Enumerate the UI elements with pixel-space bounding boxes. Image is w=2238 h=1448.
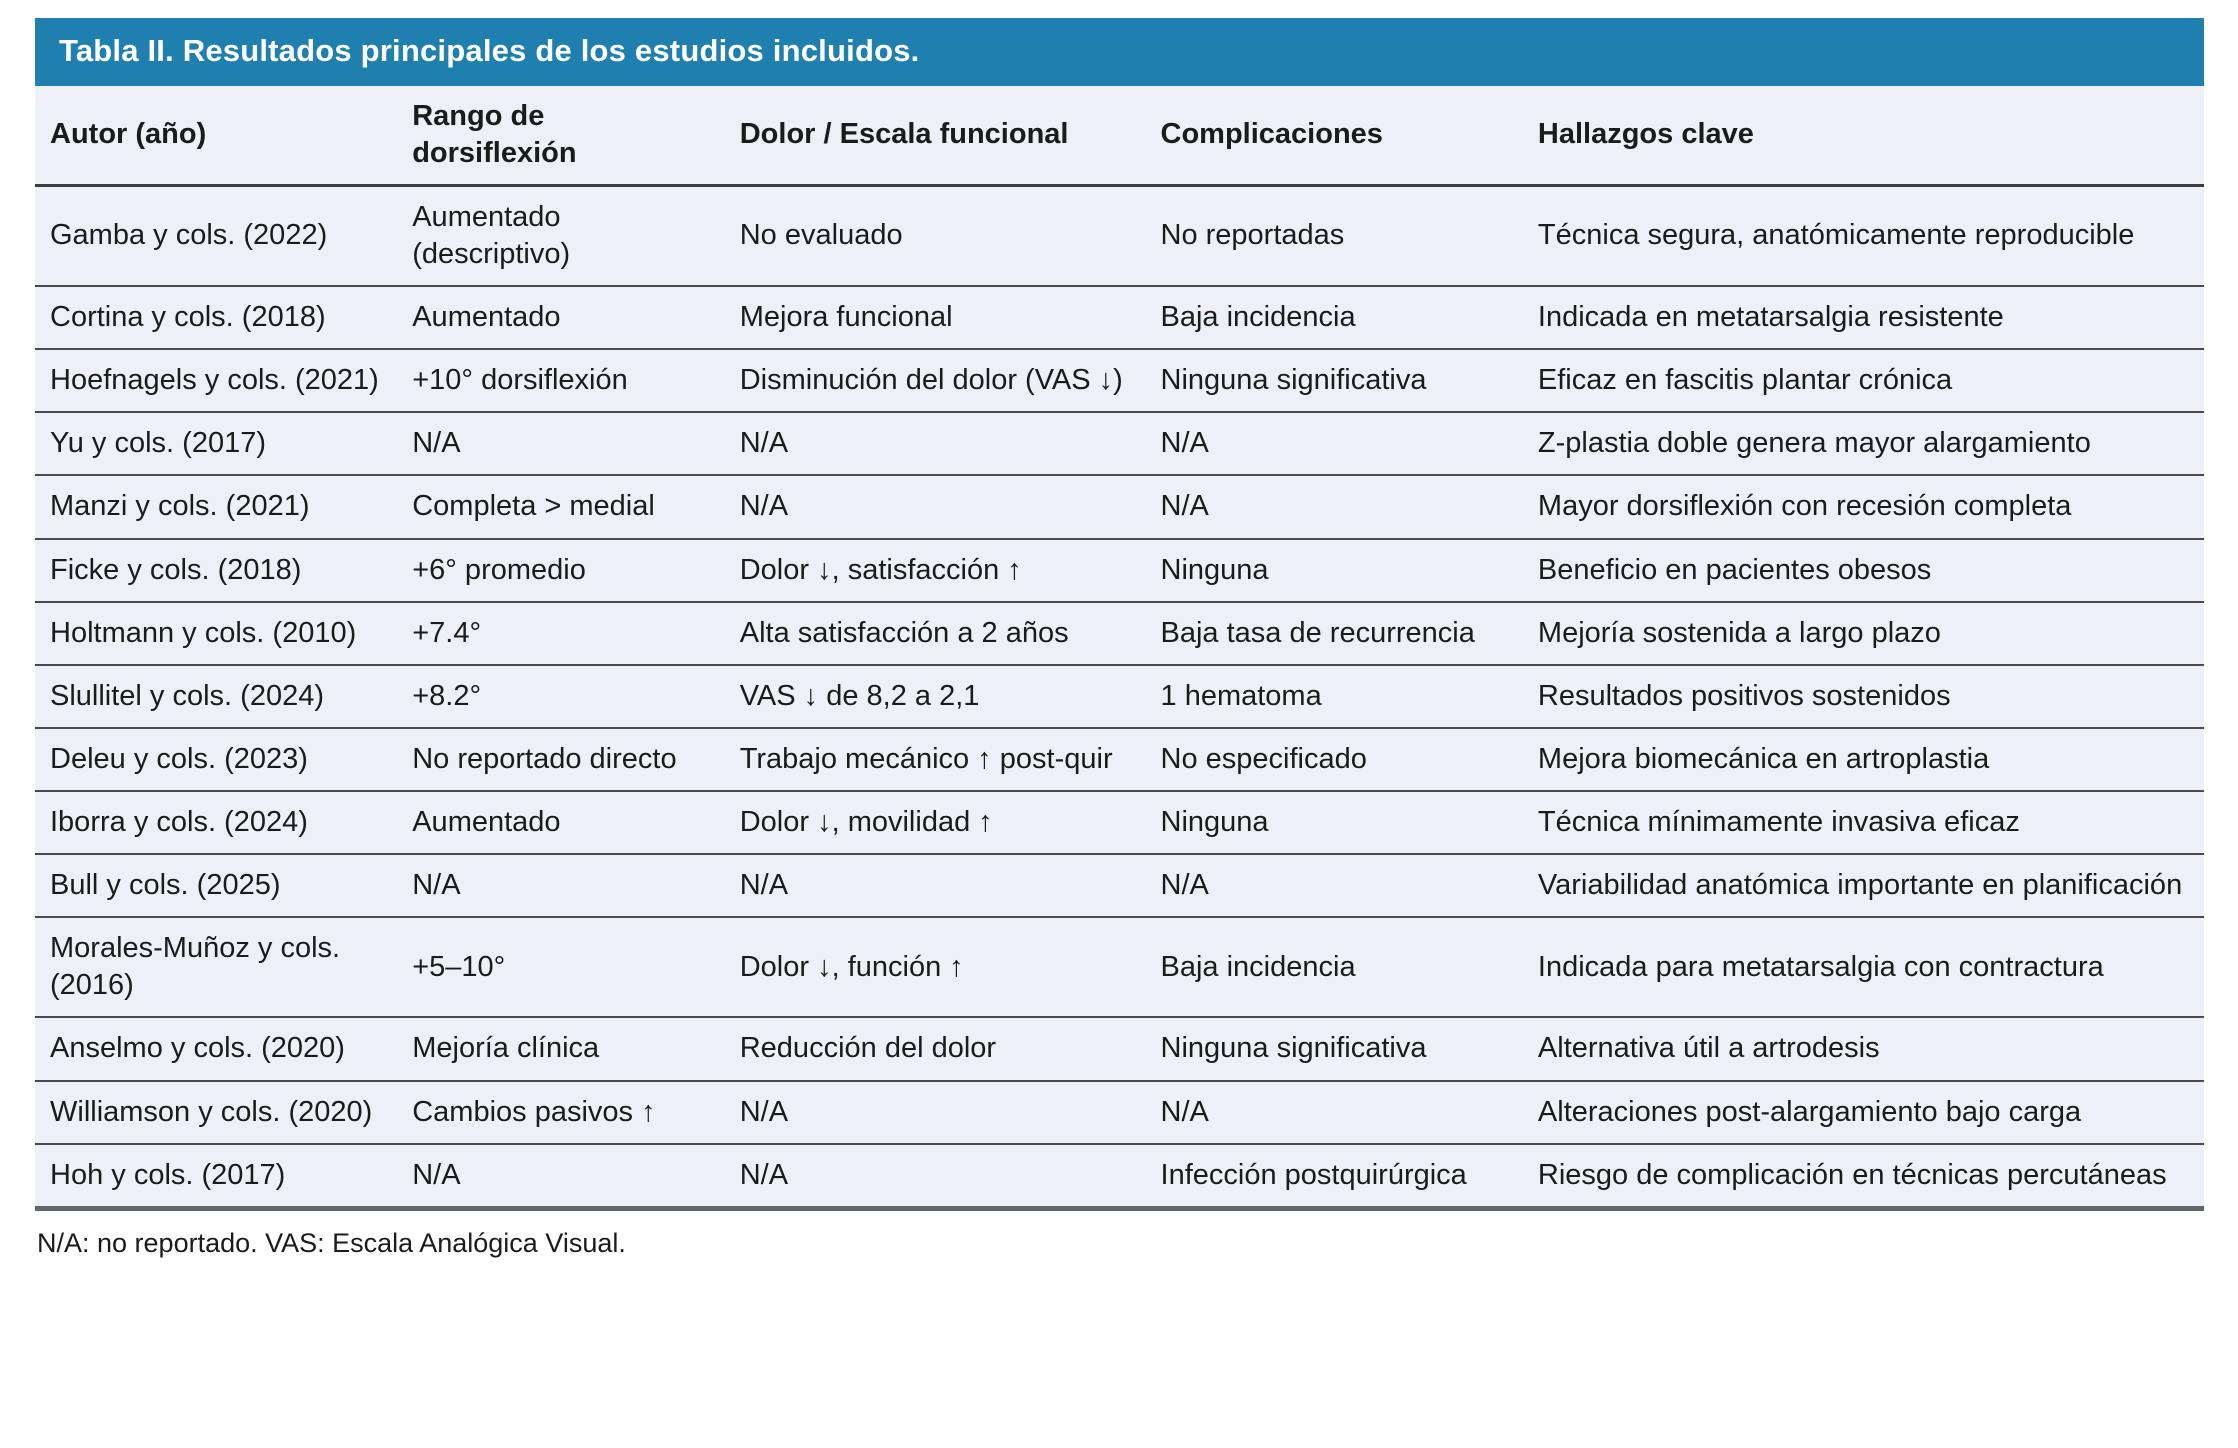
cell-dolor-escala: Dolor ↓, satisfacción ↑ xyxy=(725,539,1146,602)
cell-hallazgos: Alteraciones post-alargamiento bajo carga xyxy=(1523,1081,2204,1144)
cell-rango-dorsiflexion: Aumentado xyxy=(397,286,725,349)
table-row xyxy=(35,854,2204,917)
cell-hallazgos: Alternativa útil a artrodesis xyxy=(1523,1017,2204,1080)
cell-autor: Holtmann y cols. (2010) xyxy=(35,602,397,665)
cell-rango-dorsiflexion: N/A xyxy=(397,854,725,917)
cell-autor: Bull y cols. (2025) xyxy=(35,854,397,917)
table-row xyxy=(35,475,2204,538)
column-header-autor: Autor (año) xyxy=(35,86,397,186)
cell-dolor-escala: Alta satisfacción a 2 años xyxy=(725,602,1146,665)
cell-complicaciones: N/A xyxy=(1146,854,1523,917)
table-row xyxy=(35,1081,2204,1144)
table-row xyxy=(35,349,2204,412)
cell-dolor-escala: Dolor ↓, movilidad ↑ xyxy=(725,791,1146,854)
cell-dolor-escala: N/A xyxy=(725,412,1146,475)
cell-hallazgos: Variabilidad anatómica importante en planificación xyxy=(1523,854,2204,917)
cell-hallazgos: Indicada para metatarsalgia con contractura xyxy=(1523,917,2204,1017)
cell-complicaciones: Ninguna significativa xyxy=(1146,1017,1523,1080)
column-header-complicaciones: Complicaciones xyxy=(1146,86,1523,186)
cell-dolor-escala: VAS ↓ de 8,2 a 2,1 xyxy=(725,665,1146,728)
cell-rango-dorsiflexion: +6° promedio xyxy=(397,539,725,602)
cell-autor: Morales-Muñoz y cols. (2016) xyxy=(35,917,397,1017)
cell-complicaciones: N/A xyxy=(1146,475,1523,538)
cell-autor: Slullitel y cols. (2024) xyxy=(35,665,397,728)
cell-dolor-escala: Reducción del dolor xyxy=(725,1017,1146,1080)
cell-complicaciones: No especificado xyxy=(1146,728,1523,791)
cell-rango-dorsiflexion: Aumentado xyxy=(397,791,725,854)
cell-autor: Williamson y cols. (2020) xyxy=(35,1081,397,1144)
table-row xyxy=(35,602,2204,665)
cell-complicaciones: Infección postquirúrgica xyxy=(1146,1144,1523,1209)
cell-dolor-escala: Mejora funcional xyxy=(725,286,1146,349)
table-row xyxy=(35,286,2204,349)
cell-hallazgos: Mayor dorsiflexión con recesión completa xyxy=(1523,475,2204,538)
cell-dolor-escala: No evaluado xyxy=(725,185,1146,286)
cell-rango-dorsiflexion: No reportado directo xyxy=(397,728,725,791)
cell-dolor-escala: N/A xyxy=(725,1081,1146,1144)
table-row xyxy=(35,1144,2204,1209)
cell-dolor-escala: Dolor ↓, función ↑ xyxy=(725,917,1146,1017)
cell-complicaciones: No reportadas xyxy=(1146,185,1523,286)
table-row xyxy=(35,185,2204,286)
cell-autor: Anselmo y cols. (2020) xyxy=(35,1017,397,1080)
cell-hallazgos: Resultados positivos sostenidos xyxy=(1523,665,2204,728)
cell-rango-dorsiflexion: Cambios pasivos ↑ xyxy=(397,1081,725,1144)
cell-dolor-escala: N/A xyxy=(725,475,1146,538)
cell-hallazgos: Técnica mínimamente invasiva eficaz xyxy=(1523,791,2204,854)
cell-rango-dorsiflexion: N/A xyxy=(397,412,725,475)
table-header xyxy=(35,86,2204,186)
cell-complicaciones: N/A xyxy=(1146,412,1523,475)
cell-rango-dorsiflexion: Completa > medial xyxy=(397,475,725,538)
table-footnote: N/A: no reportado. VAS: Escala Analógica Visual. xyxy=(37,1227,626,1258)
cell-autor: Iborra y cols. (2024) xyxy=(35,791,397,854)
header-row xyxy=(35,86,2204,186)
table-row xyxy=(35,728,2204,791)
table-row xyxy=(35,412,2204,475)
table-row xyxy=(35,791,2204,854)
table-body xyxy=(35,185,2204,1208)
column-header-rango: Rango de dorsiflexión xyxy=(397,86,725,186)
cell-rango-dorsiflexion: +8.2° xyxy=(397,665,725,728)
cell-hallazgos: Z-plastia doble genera mayor alargamiento xyxy=(1523,412,2204,475)
cell-complicaciones: Ninguna significativa xyxy=(1146,349,1523,412)
cell-rango-dorsiflexion: N/A xyxy=(397,1144,725,1209)
cell-dolor-escala: N/A xyxy=(725,1144,1146,1209)
cell-complicaciones: Ninguna xyxy=(1146,539,1523,602)
cell-complicaciones: Ninguna xyxy=(1146,791,1523,854)
cell-complicaciones: Baja incidencia xyxy=(1146,286,1523,349)
cell-autor: Gamba y cols. (2022) xyxy=(35,185,397,286)
cell-autor: Deleu y cols. (2023) xyxy=(35,728,397,791)
cell-hallazgos: Riesgo de complicación en técnicas percutáneas xyxy=(1523,1144,2204,1209)
cell-complicaciones: Baja tasa de recurrencia xyxy=(1146,602,1523,665)
cell-autor: Ficke y cols. (2018) xyxy=(35,539,397,602)
cell-hallazgos: Eficaz en fascitis plantar crónica xyxy=(1523,349,2204,412)
cell-autor: Manzi y cols. (2021) xyxy=(35,475,397,538)
cell-rango-dorsiflexion: +10° dorsiflexión xyxy=(397,349,725,412)
column-header-hallazgos: Hallazgos clave xyxy=(1523,86,2204,186)
cell-dolor-escala: Disminución del dolor (VAS ↓) xyxy=(725,349,1146,412)
table-row xyxy=(35,539,2204,602)
cell-hallazgos: Mejoría sostenida a largo plazo xyxy=(1523,602,2204,665)
cell-hallazgos: Indicada en metatarsalgia resistente xyxy=(1523,286,2204,349)
cell-dolor-escala: N/A xyxy=(725,854,1146,917)
cell-rango-dorsiflexion: Mejoría clínica xyxy=(397,1017,725,1080)
results-table xyxy=(35,86,2204,1211)
table-row xyxy=(35,1017,2204,1080)
cell-complicaciones: Baja incidencia xyxy=(1146,917,1523,1017)
cell-dolor-escala: Trabajo mecánico ↑ post-quir xyxy=(725,728,1146,791)
cell-autor: Hoh y cols. (2017) xyxy=(35,1144,397,1209)
cell-hallazgos: Beneficio en pacientes obesos xyxy=(1523,539,2204,602)
column-header-dolor-escala: Dolor / Escala funcional xyxy=(725,86,1146,186)
table-title-bar: Tabla II. Resultados principales de los estudios incluidos. xyxy=(35,18,2204,86)
cell-rango-dorsiflexion: Aumentado (descriptivo) xyxy=(397,185,725,286)
cell-hallazgos: Mejora biomecánica en artroplastia xyxy=(1523,728,2204,791)
cell-hallazgos: Técnica segura, anatómicamente reproducible xyxy=(1523,185,2204,286)
cell-complicaciones: N/A xyxy=(1146,1081,1523,1144)
cell-rango-dorsiflexion: +5–10° xyxy=(397,917,725,1017)
cell-autor: Cortina y cols. (2018) xyxy=(35,286,397,349)
cell-complicaciones: 1 hematoma xyxy=(1146,665,1523,728)
cell-rango-dorsiflexion: +7.4° xyxy=(397,602,725,665)
table-row xyxy=(35,917,2204,1017)
cell-autor: Yu y cols. (2017) xyxy=(35,412,397,475)
cell-autor: Hoefnagels y cols. (2021) xyxy=(35,349,397,412)
table-row xyxy=(35,665,2204,728)
